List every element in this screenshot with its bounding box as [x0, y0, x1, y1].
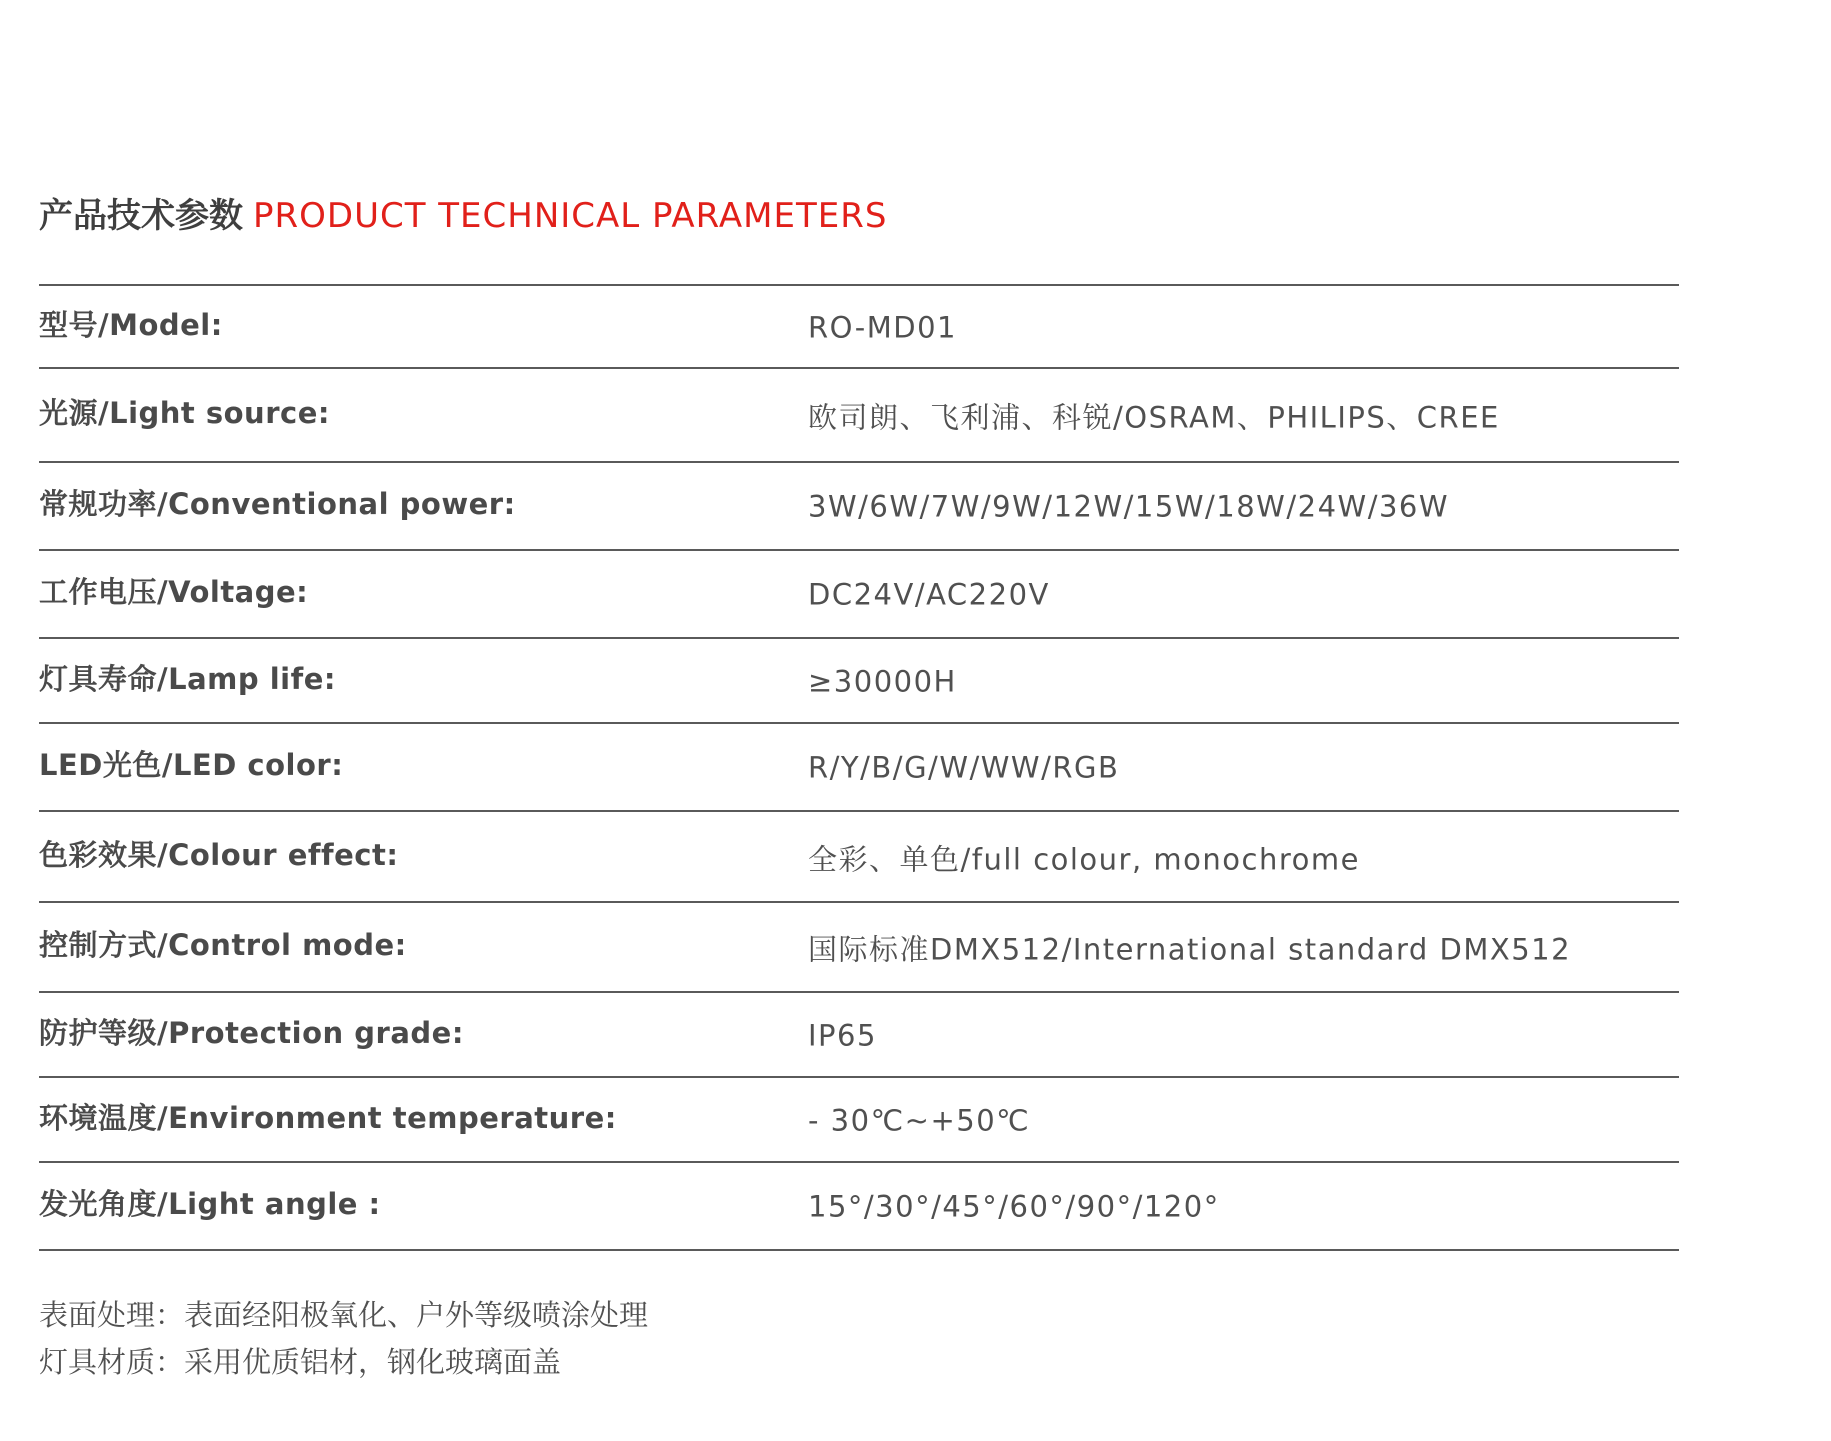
spec-label: LED光色/LED color: [39, 748, 344, 783]
spec-value: 国际标准DMX512/International standard DMX512 [808, 932, 1572, 967]
spec-row-led-color [39, 724, 1679, 812]
spec-row-colour-effect [39, 812, 1679, 903]
spec-row-light-source [39, 369, 1679, 463]
spec-row-control-mode [39, 903, 1679, 993]
spec-value: 15°/30°/45°/60°/90°/120° [808, 1189, 1220, 1224]
spec-row-model [39, 286, 1679, 369]
spec-value: IP65 [808, 1018, 877, 1053]
spec-label: 发光角度/Light angle : [39, 1187, 381, 1222]
spec-value: DC24V/AC220V [808, 577, 1050, 612]
spec-label: 型号/Model: [39, 307, 223, 342]
spec-label: 工作电压/Voltage: [39, 575, 309, 610]
spec-label: 常规功率/Conventional power: [39, 487, 516, 522]
page-title [39, 192, 887, 240]
spec-value: 全彩、单色/full colour, monochrome [808, 841, 1360, 876]
spec-table [39, 284, 1679, 1251]
notes [39, 1292, 648, 1386]
spec-label: 光源/Light source: [39, 396, 330, 431]
spec-label: 灯具寿命/Lamp life: [39, 661, 336, 696]
spec-value: 欧司朗、飞利浦、科锐/OSRAM、PHILIPS、CREE [808, 400, 1500, 435]
spec-row-voltage [39, 551, 1679, 639]
spec-label: 色彩效果/Colour effect: [39, 837, 399, 872]
page-title-en: PRODUCT TECHNICAL PARAMETERS [253, 196, 888, 236]
spec-value: R/Y/B/G/W/WW/RGB [808, 750, 1120, 785]
spec-row-temperature [39, 1078, 1679, 1163]
spec-value: RO-MD01 [808, 310, 958, 345]
page-title-zh: 产品技术参数 [39, 196, 243, 236]
spec-value: ≥30000H [808, 664, 957, 699]
spec-row-light-angle [39, 1163, 1679, 1251]
spec-row-power [39, 463, 1679, 551]
spec-value: 3W/6W/7W/9W/12W/15W/18W/24W/36W [808, 489, 1450, 524]
spec-label: 环境温度/Environment temperature: [39, 1100, 617, 1135]
spec-label: 防护等级/Protection grade: [39, 1015, 464, 1050]
spec-value: - 30℃~+50℃ [808, 1103, 1031, 1138]
note-surface-treatment: 表面处理：表面经阳极氧化、户外等级喷涂处理 [39, 1298, 649, 1332]
spec-label: 控制方式/Control mode: [39, 928, 407, 963]
note-material: 灯具材质：采用优质铝材，钢化玻璃面盖 [39, 1345, 562, 1379]
spec-row-lamp-life [39, 639, 1679, 724]
spec-row-protection [39, 993, 1679, 1078]
